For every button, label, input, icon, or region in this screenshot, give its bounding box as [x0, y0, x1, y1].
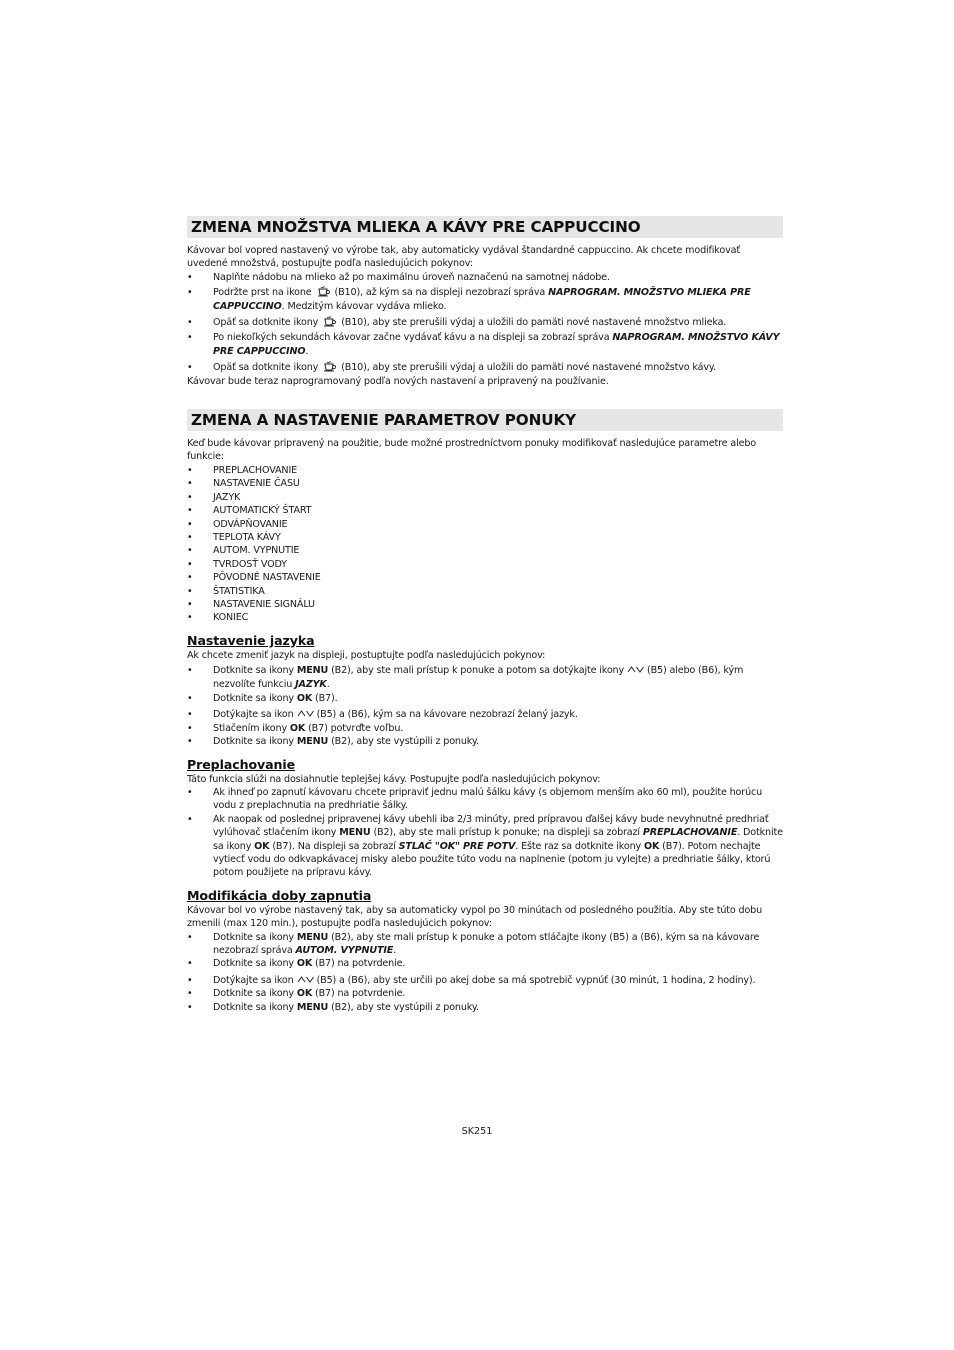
subsection-title-auto-off: Modifikácia doby zapnutia [187, 887, 372, 903]
list-item: • Ak naopak od poslednej pripravenej kávy ubehli iba 2/3 minúty, pred prípravou ďalšej kávy bude nevyhnutné predhriať vylúhovač stlačením ikony MENU (B2), aby ste mali prístup k ponuke; na displeji sa zobrazí PREPLACHOVANIE. Dotknite sa ikony OK (B7). Na displeji sa zobrazí STLAČ "OK" PRE POTV. Ešte raz sa dotknite ikony OK (B7). Potom nechajte vytiecť vodu do odkvapkávacej misky alebo použite túto vodu na naplnenie (potom ju vylejte) a predhriatie šálky, ktorú potom použijete na prípravu kávy. [187, 813, 783, 879]
language-steps [187, 664, 783, 748]
list-item: • Opäť sa dotknite ikony (B10), aby ste prerušili výdaj a uložili do pamäti nové nastavené množstvo kávy. [187, 362, 716, 374]
menu-parameter-list [187, 464, 783, 625]
list-item: • NASTAVENIE ČASU [187, 478, 300, 490]
auto-off-intro: Kávovar bol vo výrobe nastavený tak, aby sa automaticky vypol po 30 minútach od posledného použitia. Aby ste túto dobu zmenili (max 120 min.), postupujte podľa nasledujúcich pokynov: [187, 904, 763, 930]
list-item: • TVRDOSŤ VODY [187, 558, 287, 570]
cappuccino-intro: Kávovar bol vopred nastavený vo výrobe tak, aby automaticky vydával štandardné cappuccino. Ak chcete modifikovať uvedené množstvá, postupujte podľa nasledujúcich pokynov: [187, 245, 740, 270]
list-item: • NASTAVENIE SIGNÁLU [187, 598, 315, 610]
section-title-cappuccino: ZMENA MNOŽSTVA MLIEKA A KÁVY PRE CAPPUCCINO [187, 216, 783, 238]
cappuccino-cup-icon [315, 286, 332, 297]
cappuccino-steps [187, 271, 783, 375]
list-item: • Dotknite sa ikony OK (B7). [187, 692, 338, 704]
list-item: • Dotýkajte sa ikon (B5) a (B6), aby ste určili po akej dobe sa má spotrebič vypnúť (30 minút, 1 hodina, 2 hodiny). [187, 974, 756, 986]
list-item: • AUTOMATICKÝ ŠTART [187, 505, 312, 517]
cappuccino-cup-icon [321, 361, 338, 372]
list-item: • Ak ihneď po zapnutí kávovaru chcete pripraviť jednu malú šálku kávy (s objemom menším ako 60 ml), použite horúcu vodu z preplachnutia na predhriatie šálky. [187, 787, 763, 812]
list-item: • Dotýkajte sa ikon (B5) a (B6), kým sa na kávovare nezobrazí želaný jazyk. [187, 709, 578, 721]
menu-intro: Keď bude kávovar pripravený na použitie, bude možné prostredníctvom ponuky modifikovať nasledujúce parametre alebo funkcie: [187, 438, 756, 463]
list-item: • Dotknite sa ikony MENU (B2), aby ste vystúpili z ponuky. [187, 736, 479, 748]
subsection-title-rinse: Preplachovanie [187, 756, 296, 772]
list-item: • Dotknite sa ikony MENU (B2), aby ste vystúpili z ponuky. [187, 1001, 479, 1013]
list-item: • JAZYK [187, 491, 241, 503]
section-title-menu: ZMENA A NASTAVENIE PARAMETROV PONUKY [187, 409, 783, 431]
language-intro: Ak chcete zmeniť jazyk na displeji, postuptujte podľa nasledujúcich pokynov: [187, 649, 546, 661]
list-item: • Dotknite sa ikony MENU (B2), aby ste mali prístup k ponuke a potom sa dotýkajte ikony (B5) alebo (B6), kým nezvolíte funkciu JAZYK. [187, 665, 744, 690]
list-item: • KONIEC [187, 612, 249, 624]
list-item: • AUTOM. VYPNUTIE [187, 545, 300, 557]
cappuccino-cup-icon [321, 316, 338, 327]
list-item: • PÔVODNÉ NASTAVENIE [187, 572, 321, 584]
cappuccino-outro: Kávovar bude teraz naprogramovaný podľa nových nastavení a pripravený na používanie. [187, 375, 609, 387]
list-item: • Po niekoľkých sekundách kávovar začne vydávať kávu a na displeji sa zobrazí správa NAPROGRAM. MNOŽSTVO KÁVY PRE CAPPUCCINO. [187, 332, 780, 357]
manual-page [187, 216, 783, 1014]
page-number: SK251 [461, 1126, 493, 1137]
list-item: • PREPLACHOVANIE [187, 464, 298, 476]
list-item: • ODVÁPŇOVANIE [187, 518, 288, 530]
list-item: • Dotknite sa ikony OK (B7) na potvrdenie. [187, 988, 406, 1000]
list-item: • Dotknite sa ikony OK (B7) na potvrdenie. [187, 958, 406, 970]
list-item: • TEPLOTA KÁVY [187, 531, 281, 543]
list-item: • ŠTATISTIKA [187, 585, 265, 597]
rinse-steps [187, 786, 783, 880]
up-down-arrows-icon [297, 974, 314, 985]
auto-off-steps [187, 931, 783, 1014]
list-item: • Podržte prst na ikone (B10), až kým sa na displeji nezobrazí správa NAPROGRAM. MNOŽSTVO MLIEKA PRE CAPPUCCINO. Medzitým kávovar vydáva mlieko. [187, 287, 751, 312]
rinse-intro: Táto funkcia slúži na dosiahnutie teplejšej kávy. Postupujte podľa nasledujúcich pokynov: [187, 773, 601, 785]
list-item: • Stlačením ikony OK (B7) potvrďte voľbu. [187, 722, 404, 734]
up-down-arrows-icon [297, 708, 314, 719]
subsection-title-language: Nastavenie jazyka [187, 632, 315, 648]
list-item: • Naplňte nádobu na mlieko až po maximálnu úroveň naznačenú na samotnej nádobe. [187, 271, 610, 283]
list-item: • Dotknite sa ikony MENU (B2), aby ste mali prístup k ponuke a potom stláčajte ikony (B5) a (B6), kým sa na kávovare nezobrazí správa AUTOM. VYPNUTIE. [187, 931, 760, 957]
list-item: • Opäť sa dotknite ikony (B10), aby ste prerušili výdaj a uložili do pamäti nové nastavené množstvo mlieka. [187, 317, 727, 329]
up-down-arrows-icon [627, 664, 644, 675]
